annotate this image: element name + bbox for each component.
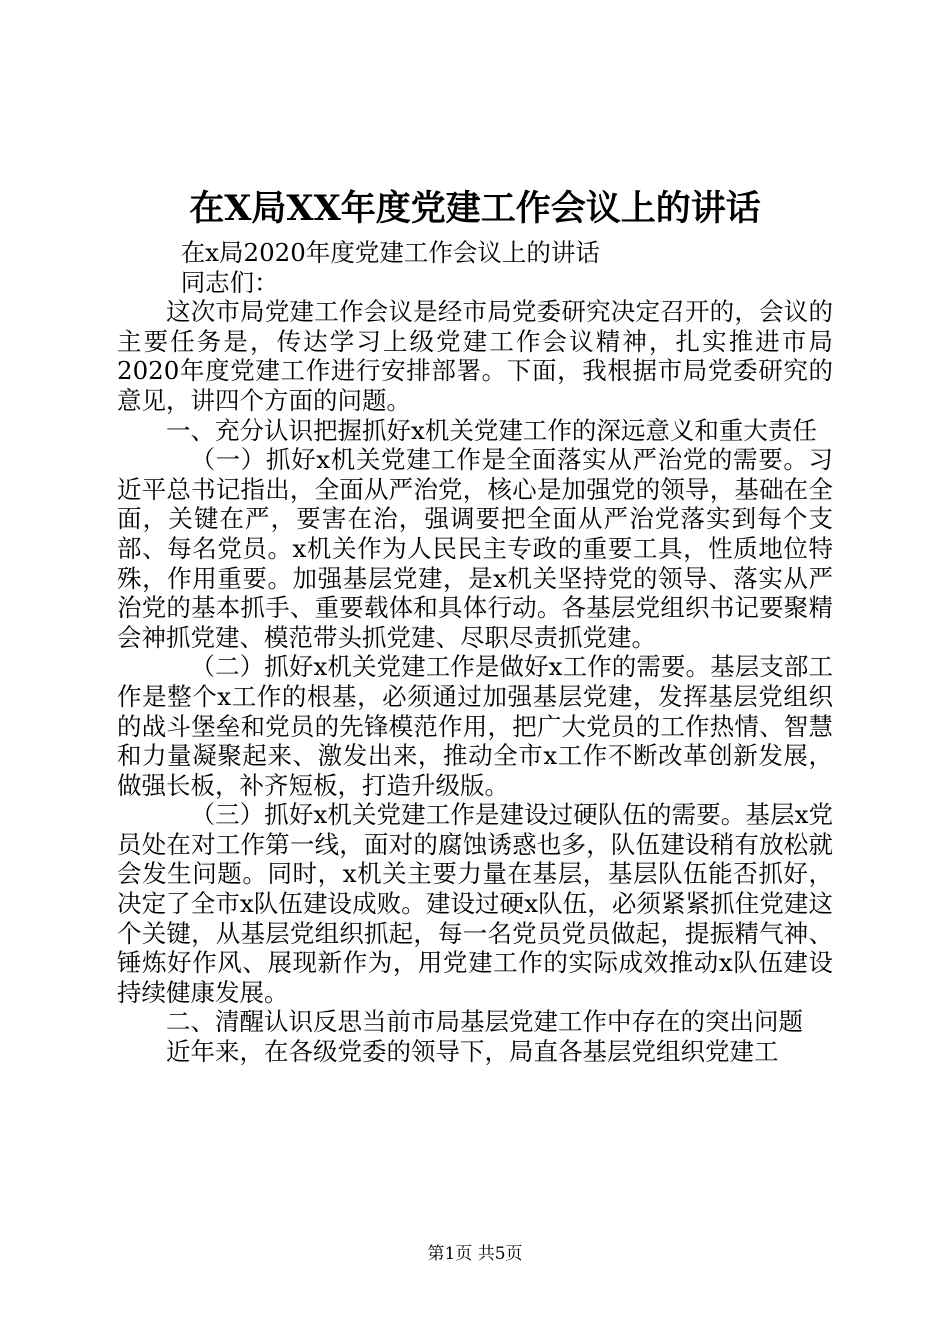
paragraph-section-1-1: （一）抓好x机关党建工作是全面落实从严治党的需要。习近平总书记指出，全面从严治党，核心是加强党的领导，基础在全面，关键在严，要害在治，强调要把全面从严治党落实到每个支部、每名党员。x机关作为人民民主专政的重要工具，性质地位特殊，作用重要。加强基层党建，是x机关坚持党的领导、落实从严治党的基本抓手、重要载体和具体行动。各基层党组织书记要聚精会神抓党建、模范带头抓党建、尽职尽责抓党建。 — [117, 445, 833, 652]
paragraph-section-1-2: （二）抓好x机关党建工作是做好x工作的需要。基层支部工作是整个x工作的根基，必须通过加强基层党建，发挥基层党组织的战斗堡垒和党员的先锋模范作用，把广大党员的工作热情、智慧和力量凝聚起来、激发出来，推动全市x工作不断改革创新发展，做强长板，补齐短板，打造升级版。 — [117, 652, 833, 800]
document-subtitle: 在x局2020年度党建工作会议上的讲话 — [180, 238, 600, 267]
salutation: 同志们： — [180, 267, 279, 297]
section-heading-1: 一、充分认识把握抓好x机关党建工作的深远意义和重大责任 — [166, 415, 817, 445]
page-footer: 第1页 共5页 — [427, 1244, 523, 1264]
paragraph-intro: 这次市局党建工作会议是经市局党委研究决定召开的，会议的主要任务是，传达学习上级党建工作会议精神，扎实推进市局2020年度党建工作进行安排部署。下面，我根据市局党委研究的意见，讲四个方面的问题。 — [117, 297, 833, 415]
section-heading-2: 二、清醒认识反思当前市局基层党建工作中存在的突出问题 — [166, 1007, 803, 1037]
paragraph-section-2-intro: 近年来，在各级党委的领导下，局直各基层党组织党建工 — [166, 1037, 779, 1067]
document-body — [117, 238, 833, 1067]
document-title: 在X局XX年度党建工作会议上的讲话 — [189, 188, 761, 229]
paragraph-section-1-3: （三）抓好x机关党建工作是建设过硬队伍的需要。基层x党员处在对工作第一线，面对的腐蚀诱惑也多，队伍建设稍有放松就会发生问题。同时，x机关主要力量在基层，基层队伍能否抓好，决定了全市x队伍建设成败。建设过硬x队伍，必须紧紧抓住党建这个关键，从基层党组织抓起，每一名党员党员做起，提振精气神、锤炼好作风、展现新作为，用党建工作的实际成效推动x队伍建设持续健康发展。 — [117, 800, 833, 1007]
